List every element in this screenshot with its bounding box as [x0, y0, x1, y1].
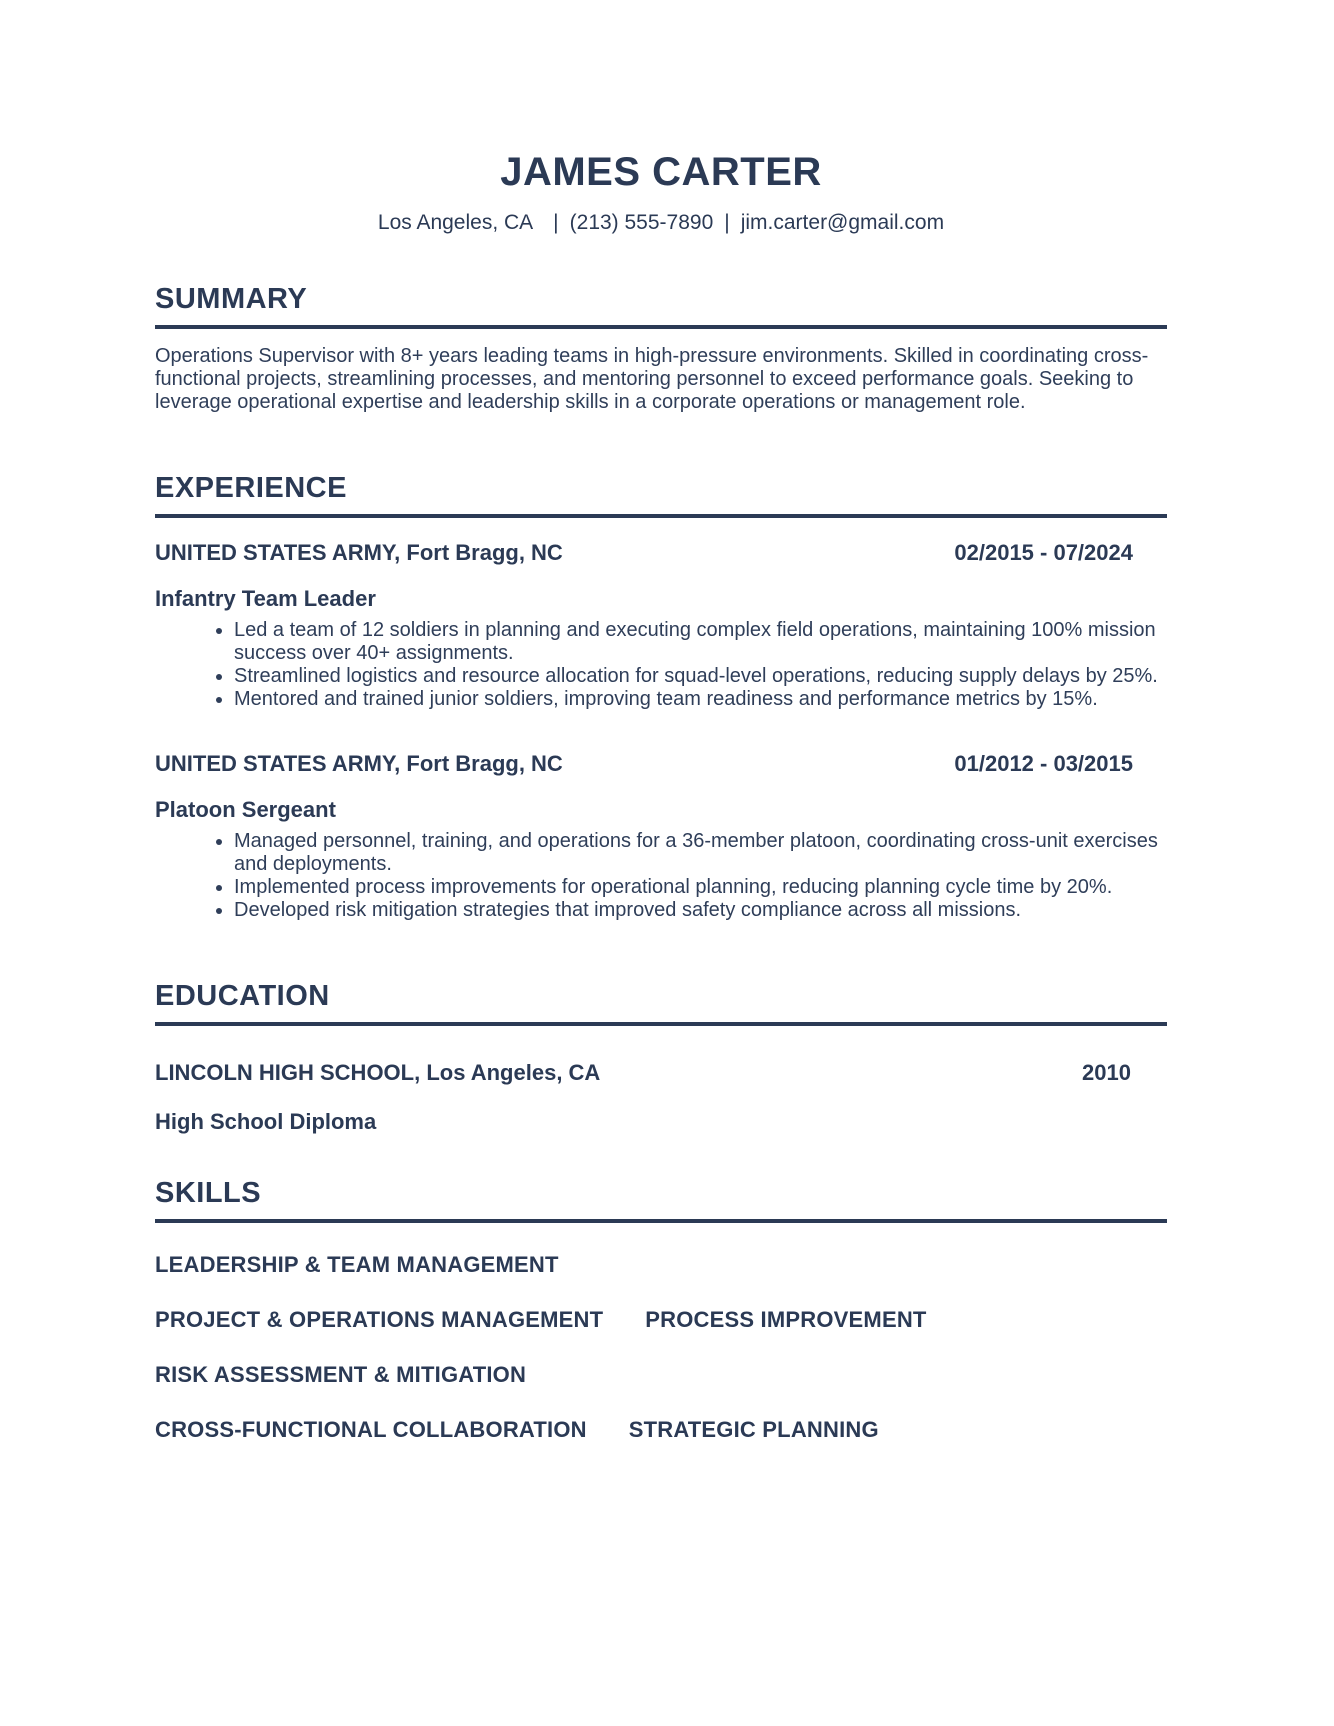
job-role: Infantry Team Leader: [155, 586, 376, 611]
skill-item: PROJECT & OPERATIONS MANAGEMENT: [155, 1307, 604, 1332]
education-heading: EDUCATION: [155, 980, 1167, 1026]
school-name: LINCOLN HIGH SCHOOL, Los Angeles, CA: [155, 1060, 601, 1085]
job-header-row: [155, 540, 1167, 566]
contact-separator: |: [724, 211, 730, 234]
job-role: Platoon Sergeant: [155, 797, 336, 822]
skill-row: [155, 1307, 1167, 1333]
job-bullet: • Streamlined logistics and resource allocation for squad-level operations, reducing supply delays by 25%.: [234, 665, 1167, 688]
skills-heading: SKILLS: [155, 1177, 1167, 1223]
job-entry: [155, 540, 1167, 711]
skill-item: LEADERSHIP & TEAM MANAGEMENT: [155, 1252, 559, 1277]
job-bullet: • Developed risk mitigation strategies that improved safety compliance across all missions.: [234, 899, 1167, 922]
experience-section: [155, 472, 1167, 922]
education-section: [155, 980, 1167, 1135]
skill-row: [155, 1417, 1167, 1443]
contact-line: [155, 211, 1167, 235]
job-bullet-list: [155, 830, 1167, 922]
education-header-row: [155, 1060, 1167, 1086]
graduation-year: 2010: [1082, 1060, 1131, 1085]
skill-item: RISK ASSESSMENT & MITIGATION: [155, 1362, 527, 1387]
job-entry: [155, 751, 1167, 922]
skills-section: [155, 1177, 1167, 1443]
summary-text: Operations Supervisor with 8+ years leading teams in high-pressure environments. Skilled in coordinating cross-functional projects, streamlining processes, and mentoring personnel to exceed performance goals. Seeking to leverage operational expertise and leadership skills in a corporate operations or management role.: [155, 345, 1149, 413]
job-employer: UNITED STATES ARMY, Fort Bragg, NC: [155, 540, 563, 565]
job-bullet: • Led a team of 12 soldiers in planning and executing complex field operations, maintaining 100% mission success over 40+ assignments.: [234, 619, 1167, 665]
summary-heading: SUMMARY: [155, 283, 1167, 329]
contact-email: jim.carter@gmail.com: [740, 211, 945, 234]
job-bullet: • Managed personnel, training, and operations for a 36-member platoon, coordinating cross-unit exercises and deployments.: [234, 830, 1167, 876]
skill-item: CROSS-FUNCTIONAL COLLABORATION: [155, 1417, 587, 1442]
skill-row: [155, 1252, 1167, 1278]
job-employer: UNITED STATES ARMY, Fort Bragg, NC: [155, 751, 563, 776]
job-dates: 02/2015 - 07/2024: [954, 540, 1133, 565]
contact-phone: (213) 555-7890: [569, 211, 714, 234]
skill-item: STRATEGIC PLANNING: [628, 1417, 879, 1442]
degree-name: High School Diploma: [155, 1109, 377, 1134]
education-entry: [155, 1060, 1167, 1135]
job-dates: 01/2012 - 03/2015: [954, 751, 1133, 776]
resume-header: [155, 150, 1167, 235]
summary-section: [155, 283, 1167, 414]
skills-list: [155, 1252, 1167, 1443]
contact-location: Los Angeles, CA: [377, 211, 534, 234]
skill-row: [155, 1362, 1167, 1388]
experience-heading: EXPERIENCE: [155, 472, 1167, 518]
job-bullet-list: [155, 619, 1167, 711]
person-name: JAMES CARTER: [500, 150, 822, 194]
job-bullet: • Mentored and trained junior soldiers, improving team readiness and performance metrics by 15%.: [234, 688, 1167, 711]
job-bullet: • Implemented process improvements for operational planning, reducing planning cycle time by 20%.: [234, 876, 1167, 899]
skill-item: PROCESS IMPROVEMENT: [645, 1307, 927, 1332]
job-header-row: [155, 751, 1167, 777]
contact-separator: |: [553, 211, 559, 234]
